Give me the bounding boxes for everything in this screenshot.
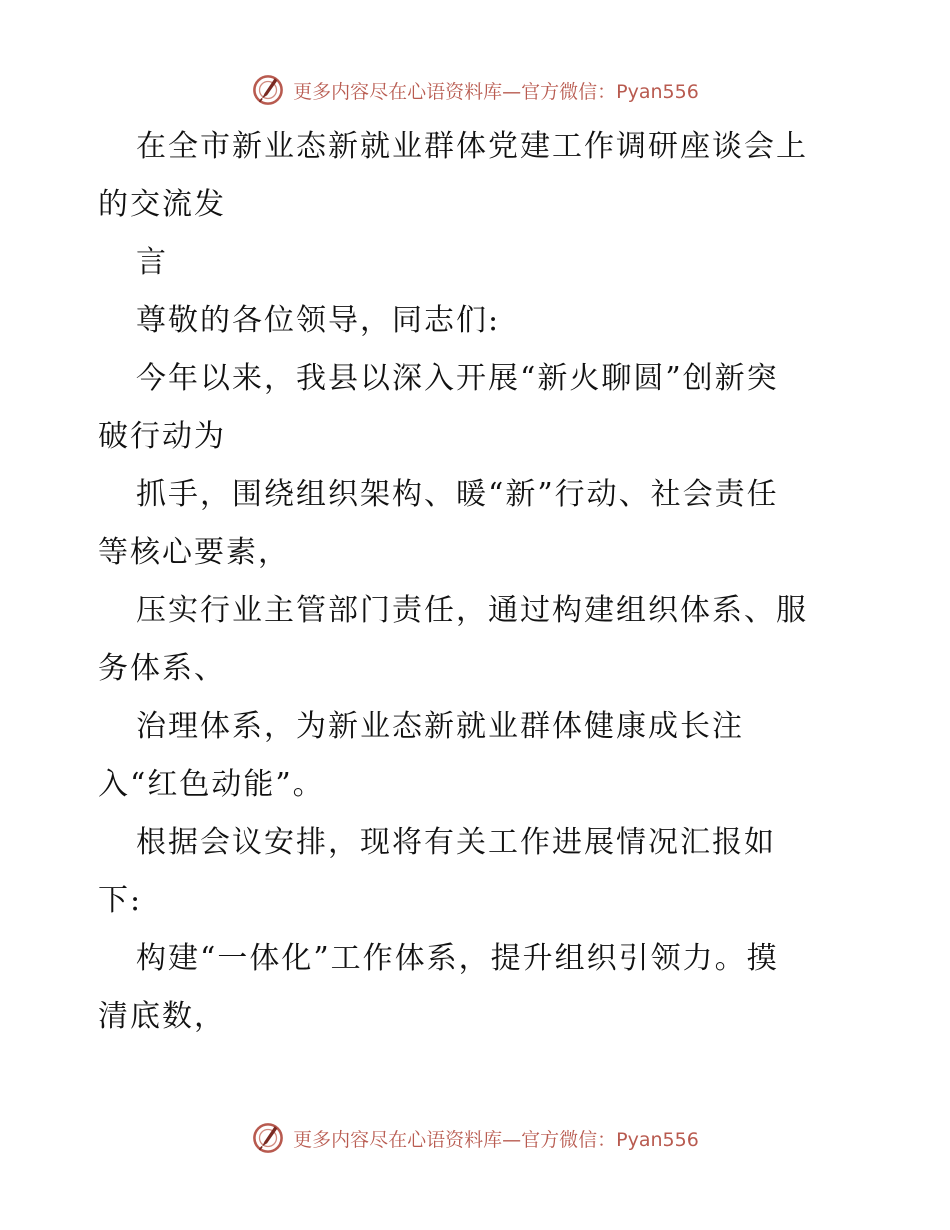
watermark-text: 更多内容尽在心语资料库—官方微信：Pyan556 <box>293 80 699 103</box>
paragraph-line: 清底数， <box>98 999 226 1034</box>
paragraph-line: 治理体系，为新业态新就业群体健康成长注 <box>136 709 744 744</box>
paragraph-line: 根据会议安排，现将有关工作进展情况汇报如 <box>136 825 776 860</box>
paragraph-line: 破行动为 <box>98 419 226 454</box>
title-line-2: 的交流发 <box>98 187 226 222</box>
salutation: 尊敬的各位领导，同志们: <box>136 303 501 338</box>
paragraph-line: 务体系、 <box>98 651 226 686</box>
paragraph-line: 构建“一体化”工作体系，提升组织引领力。摸 <box>136 941 779 976</box>
paragraph-line: 等核心要素， <box>98 535 290 570</box>
watermark-text: 更多内容尽在心语资料库—官方微信：Pyan556 <box>293 1128 699 1151</box>
paragraph-line: 入“红色动能”。 <box>98 767 325 802</box>
paragraph-line: 压实行业主管部门责任，通过构建组织体系、服 <box>136 593 808 628</box>
paragraph-line: 下: <box>98 883 143 918</box>
paragraph-line: 抓手，围绕组织架构、暖“新”行动、社会责任 <box>136 477 779 512</box>
title-line-3: 言 <box>136 245 168 280</box>
quill-logo-icon <box>251 73 285 107</box>
document-body <box>98 118 858 1046</box>
watermark-header <box>0 70 950 110</box>
title-line-1: 在全市新业态新就业群体党建工作调研座谈会上 <box>136 129 808 164</box>
paragraph-line: 今年以来，我县以深入开展“新火聊圆”创新突 <box>136 361 779 396</box>
quill-logo-icon <box>251 1121 285 1155</box>
watermark-footer <box>0 1118 950 1158</box>
